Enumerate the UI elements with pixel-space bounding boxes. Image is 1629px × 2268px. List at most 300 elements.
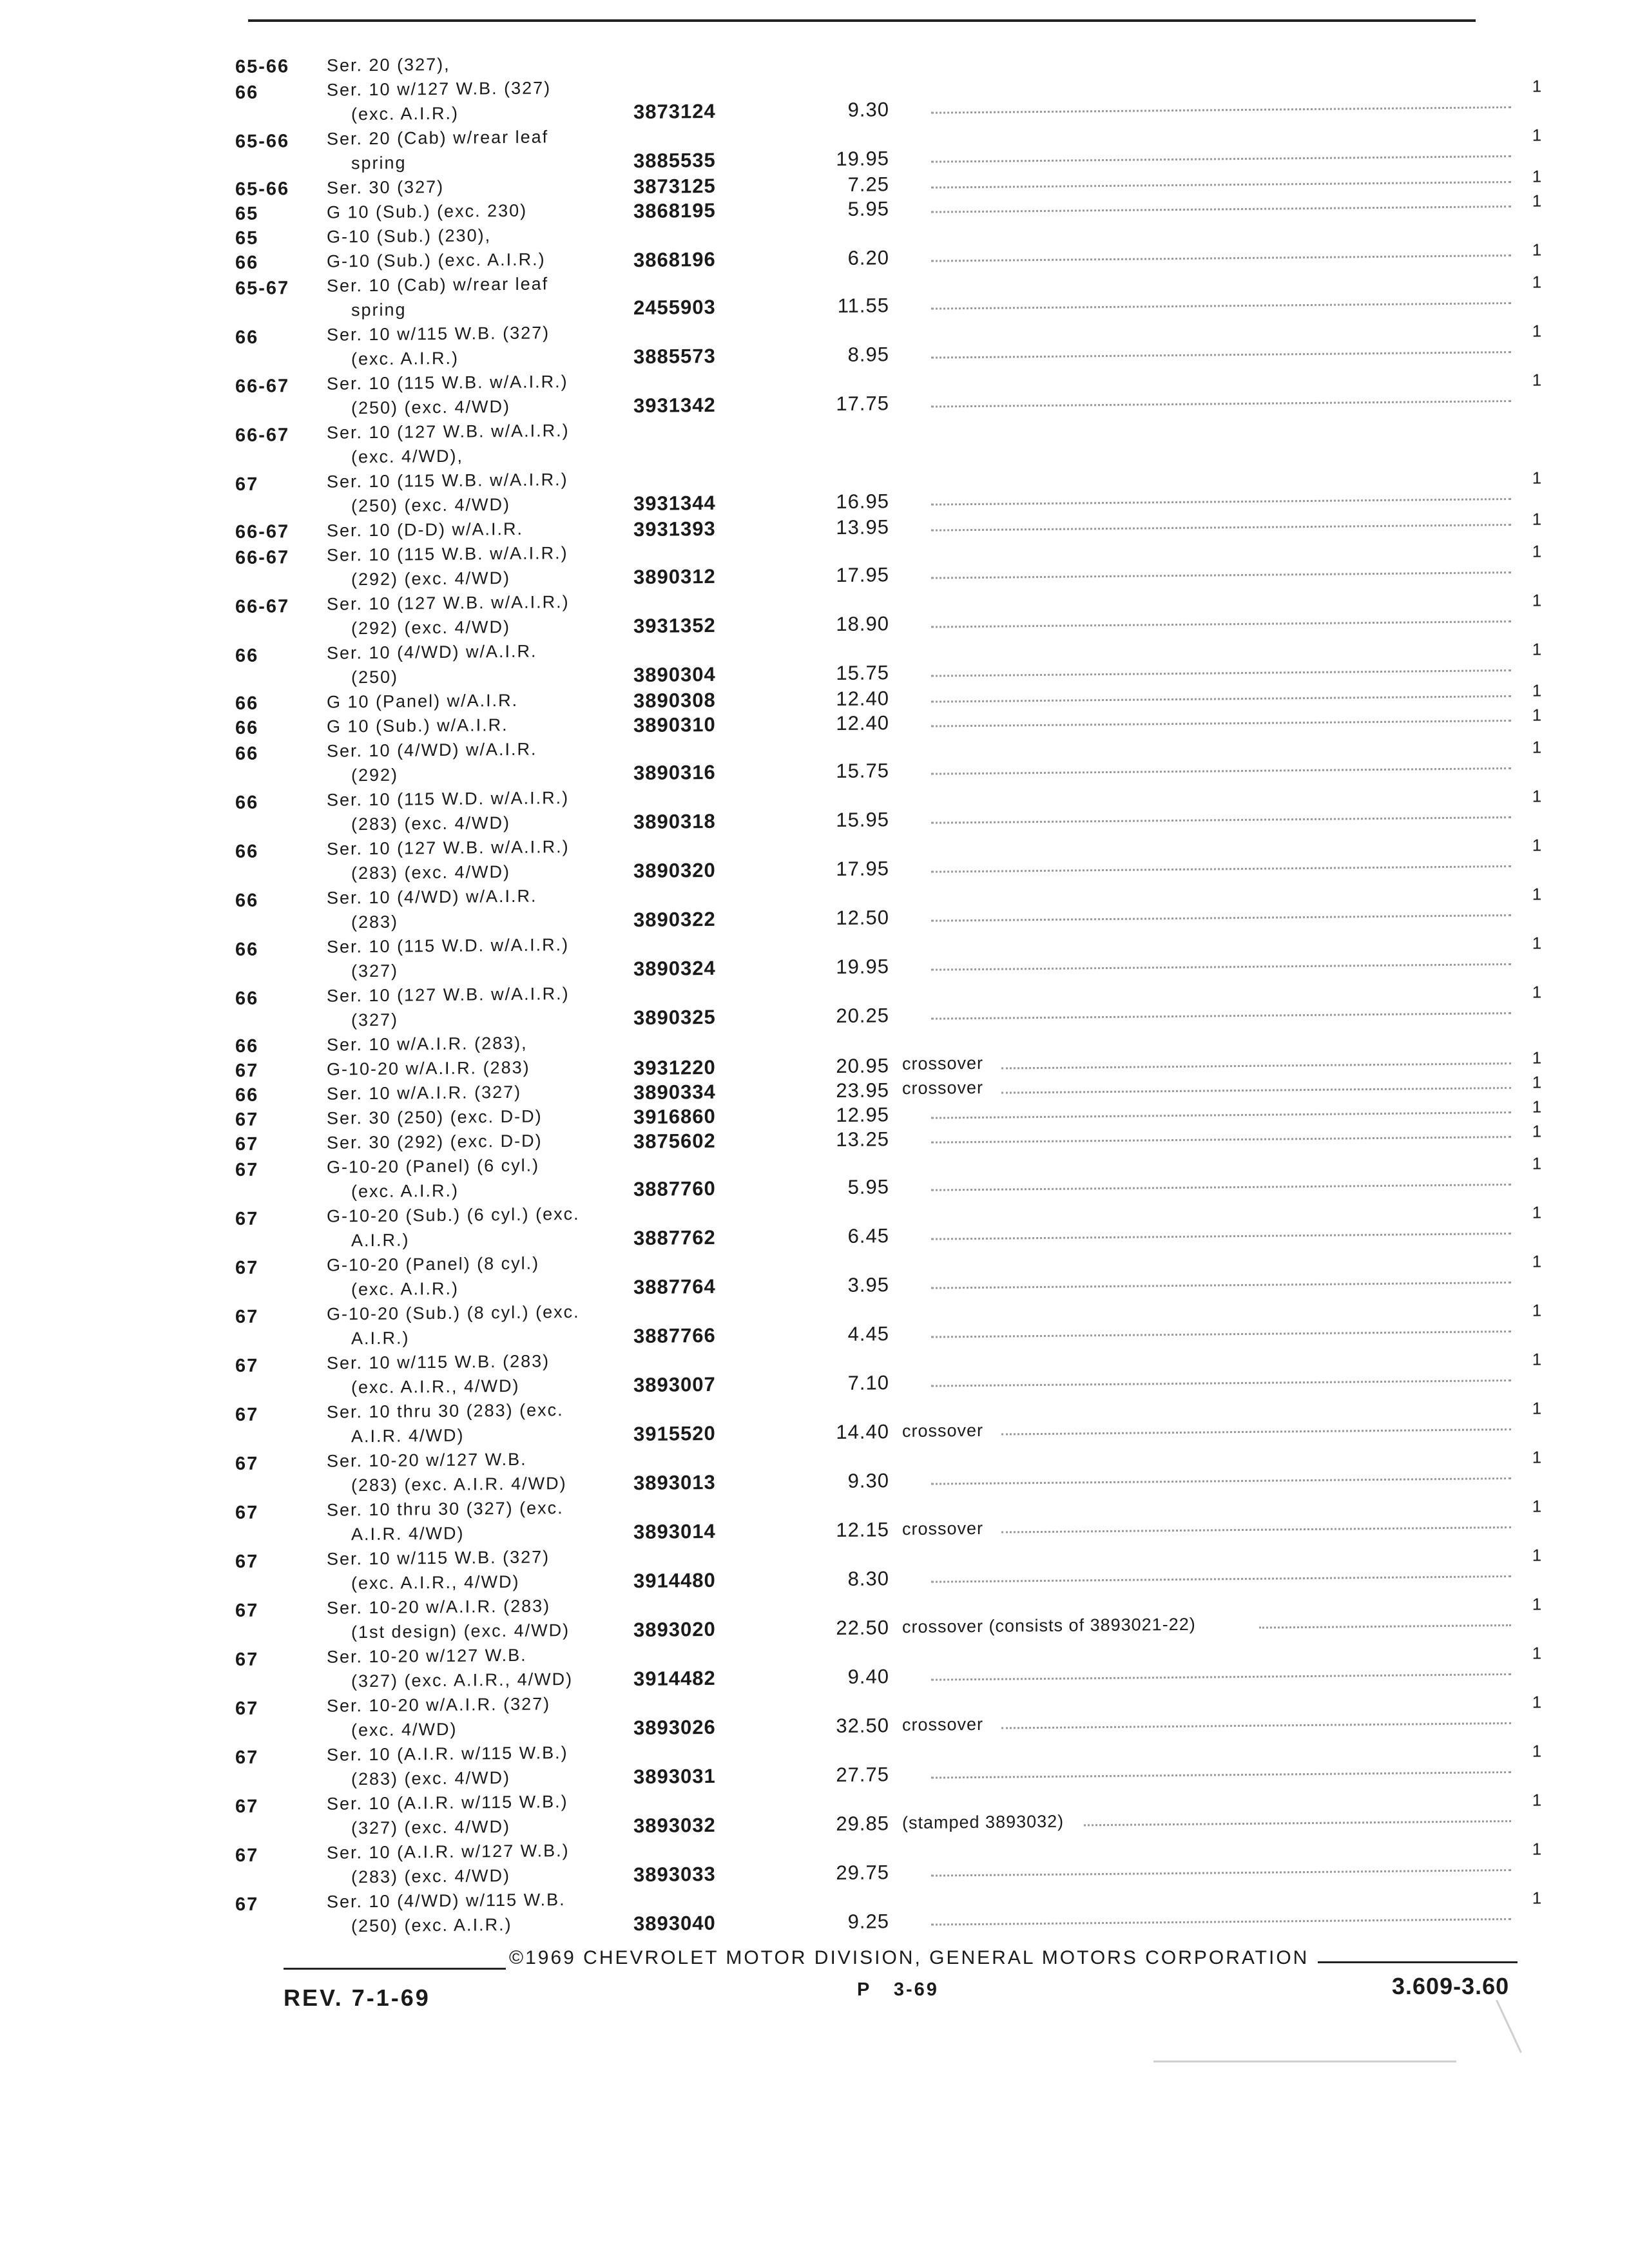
part-number: 3931344: [633, 491, 716, 515]
quantity: 1: [1532, 1153, 1542, 1173]
part-number: 3893014: [633, 1519, 716, 1544]
description-line: Ser. 10-20 w/A.I.R. (327): [327, 1694, 551, 1716]
description-line: Ser. 30 (292) (exc. D-D): [327, 1131, 543, 1153]
model-year: 67: [235, 1747, 259, 1768]
list-price: 12.15: [836, 1518, 889, 1542]
quantity: 1: [1532, 166, 1542, 186]
part-number: 3890310: [633, 713, 716, 737]
part-number: 3893007: [633, 1372, 716, 1397]
quantity: 1: [1532, 1121, 1542, 1141]
model-year: 67: [235, 1060, 259, 1081]
page-number: P 3-69: [857, 1979, 939, 2000]
list-price: 12.95: [836, 1103, 889, 1127]
part-number: 3887766: [633, 1323, 716, 1348]
description-line: (250): [351, 667, 399, 687]
list-price: 19.95: [836, 147, 889, 171]
quantity: 1: [1532, 76, 1542, 96]
dot-leader: [931, 767, 1511, 775]
quantity: 1: [1532, 982, 1542, 1002]
dot-leader: [931, 302, 1511, 310]
description-line: spring: [351, 153, 407, 173]
quantity: 1: [1532, 1594, 1542, 1614]
description-line: (exc. A.I.R.): [351, 1278, 459, 1300]
list-price: 15.75: [836, 661, 889, 685]
description-line: Ser. 10 (D-D) w/A.I.R.: [327, 519, 524, 541]
list-price: 6.45: [847, 1224, 889, 1247]
description-line: Ser. 10 (115 W.B. w/A.I.R.): [327, 470, 568, 492]
copyright-notice: ©1969 CHEVROLET MOTOR DIVISION, GENERAL MOTORS CORPORATION: [509, 1947, 1309, 1968]
quantity: 1: [1532, 1447, 1542, 1467]
description-line: Ser. 10 w/115 W.B. (283): [327, 1351, 550, 1373]
dot-leader: [931, 181, 1511, 189]
model-year: 66: [235, 327, 259, 348]
description-line: G-10 (Sub.) (exc. A.I.R.): [327, 249, 546, 271]
quantity: 1: [1532, 639, 1542, 659]
description-line: (327) (exc. A.I.R., 4/WD): [351, 1669, 574, 1691]
dot-leader: [931, 206, 1511, 213]
model-year: 66: [235, 841, 259, 862]
description-line: Ser. 10 (A.I.R. w/127 W.B.): [327, 1841, 570, 1863]
description-line: Ser. 10-20 w/A.I.R. (283): [327, 1596, 551, 1618]
quantity: 1: [1532, 1349, 1542, 1369]
quantity: 1: [1532, 240, 1542, 260]
description-line: Ser. 10-20 w/127 W.B.: [327, 1645, 527, 1667]
model-year: 67: [235, 1502, 259, 1523]
quantity: 1: [1532, 680, 1542, 700]
part-number: 3890322: [633, 907, 716, 932]
dot-leader: [931, 1282, 1511, 1289]
model-year: 66: [235, 693, 259, 714]
description-line: Ser. 10 w/A.I.R. (283),: [327, 1033, 528, 1055]
description-line: (283) (exc. 4/WD): [351, 1767, 511, 1789]
model-year: 67: [235, 1133, 259, 1155]
model-year: 66-67: [235, 596, 290, 617]
part-number: 3885573: [633, 344, 716, 369]
description-line: Ser. 10 thru 30 (327) (exc.: [327, 1498, 564, 1520]
part-number: 3890320: [633, 858, 716, 883]
quantity: 1: [1532, 1790, 1542, 1810]
part-number: 3893031: [633, 1764, 716, 1789]
dot-leader: [931, 1184, 1511, 1191]
list-price: 18.90: [836, 612, 889, 636]
list-price: 4.45: [847, 1322, 889, 1345]
dot-leader: [931, 1575, 1511, 1583]
description-line: (283) (exc. 4/WD): [351, 1865, 511, 1887]
description-line: Ser. 20 (Cab) w/rear leaf: [327, 127, 549, 149]
description-line: (327): [351, 1010, 399, 1030]
list-price: 9.25: [847, 1910, 889, 1933]
dot-leader: [931, 155, 1511, 163]
list-price: 15.75: [836, 759, 889, 783]
description-line: Ser. 10 (4/WD) w/115 W.B.: [327, 1890, 566, 1912]
model-year: 67: [235, 1208, 259, 1229]
dot-leader: [931, 498, 1511, 506]
part-number: 3931342: [633, 393, 716, 418]
quantity: 1: [1532, 1643, 1542, 1663]
dot-leader: [931, 1477, 1511, 1485]
description-line: Ser. 10 (127 W.B. w/A.I.R.): [327, 592, 570, 614]
remarks: crossover: [902, 1714, 984, 1735]
quantity: 1: [1532, 191, 1542, 211]
dot-leader: [931, 1918, 1511, 1926]
description-line: Ser. 10 w/A.I.R. (327): [327, 1082, 522, 1104]
quantity: 1: [1532, 835, 1542, 855]
part-number: 3868196: [633, 247, 716, 272]
description-line: (exc. 4/WD): [351, 1719, 458, 1740]
description-line: (283) (exc. 4/WD): [351, 812, 511, 834]
dot-leader: [1001, 1428, 1511, 1436]
part-number: 3931220: [633, 1055, 716, 1080]
footer-rule-left: [284, 1968, 506, 1970]
description-line: G 10 (Panel) w/A.I.R.: [327, 690, 519, 712]
part-number: 3887764: [633, 1274, 716, 1299]
list-price: 9.30: [847, 1469, 889, 1492]
quantity: 1: [1532, 1048, 1542, 1068]
quantity: 1: [1532, 1300, 1542, 1320]
description-line: Ser. 30 (250) (exc. D-D): [327, 1106, 543, 1128]
list-price: 12.40: [836, 711, 889, 735]
list-price: 9.30: [847, 98, 889, 121]
description-line: Ser. 10 (4/WD) w/A.I.R.: [327, 886, 537, 908]
list-price: 27.75: [836, 1763, 889, 1787]
description-line: (292): [351, 765, 399, 785]
dot-leader: [931, 1012, 1511, 1020]
description-line: Ser. 10 (127 W.B. w/A.I.R.): [327, 984, 570, 1006]
description-line: Ser. 30 (327): [327, 177, 445, 198]
list-price: 16.95: [836, 490, 889, 514]
list-price: 8.30: [847, 1567, 889, 1590]
description-line: G 10 (Sub.) (exc. 230): [327, 200, 528, 222]
model-year: 66: [235, 717, 259, 738]
list-price: 22.50: [836, 1616, 889, 1640]
dot-leader: [1001, 1526, 1511, 1533]
list-price: 23.95: [836, 1079, 889, 1102]
dot-leader: [931, 255, 1511, 262]
model-year: 67: [235, 1355, 259, 1376]
description-line: Ser. 10 (115 W.B. w/A.I.R.): [327, 543, 568, 565]
part-number: 3914480: [633, 1568, 716, 1593]
dot-leader: [931, 1771, 1511, 1779]
description-line: Ser. 20 (327),: [327, 54, 450, 75]
model-year: 65: [235, 203, 259, 224]
part-number: 3890318: [633, 809, 716, 834]
dot-leader: [931, 1673, 1511, 1681]
model-year: 67: [235, 1845, 259, 1866]
model-year: 67: [235, 1404, 259, 1425]
part-number: 3890324: [633, 956, 716, 981]
dot-leader: [1001, 1087, 1511, 1094]
description-line: Ser. 10 (127 W.B. w/A.I.R.): [327, 421, 570, 443]
dot-leader: [931, 1869, 1511, 1877]
part-number: 3885535: [633, 148, 716, 173]
remarks: crossover: [902, 1420, 984, 1441]
model-year: 67: [235, 474, 259, 495]
model-year: 65-66: [235, 131, 290, 152]
list-price: 19.95: [836, 955, 889, 979]
description-line: (exc. A.I.R., 4/WD): [351, 1376, 520, 1398]
part-number: 3873124: [633, 99, 716, 124]
quantity: 1: [1532, 1251, 1542, 1271]
dot-leader: [931, 1379, 1511, 1387]
description-line: (exc. A.I.R.): [351, 1180, 459, 1202]
description-line: Ser. 10 (115 W.D. w/A.I.R.): [327, 935, 570, 957]
model-year: 65-67: [235, 278, 290, 299]
part-number: 3893032: [633, 1813, 716, 1838]
dot-leader: [931, 963, 1511, 971]
list-price: 3.95: [847, 1273, 889, 1296]
part-number: 2455903: [633, 295, 716, 320]
description-line: (283): [351, 912, 399, 932]
description-line: (1st design) (exc. 4/WD): [351, 1620, 570, 1642]
dot-leader: [931, 620, 1511, 628]
model-year: 67: [235, 1551, 259, 1572]
dot-leader: [1001, 1062, 1511, 1070]
part-number: 3931393: [633, 517, 716, 541]
model-year: 66-67: [235, 521, 290, 543]
description-line: A.I.R.): [351, 1230, 410, 1251]
quantity: 1: [1532, 705, 1542, 725]
quantity: 1: [1532, 370, 1542, 390]
dot-leader: [931, 914, 1511, 922]
model-year: 67: [235, 1257, 259, 1278]
list-price: 17.95: [836, 857, 889, 881]
description-line: Ser. 10 (A.I.R. w/115 W.B.): [327, 1792, 568, 1814]
description-line: spring: [351, 300, 407, 320]
dot-leader: [931, 106, 1511, 114]
quantity: 1: [1532, 1545, 1542, 1565]
model-year: 67: [235, 1796, 259, 1817]
part-number: 3887762: [633, 1225, 716, 1250]
remarks: (stamped 3893032): [902, 1811, 1065, 1833]
scan-mark: [1496, 2000, 1522, 2053]
description-line: (283) (exc. A.I.R. 4/WD): [351, 1474, 567, 1495]
model-year: 66: [235, 645, 259, 666]
quantity: 1: [1532, 541, 1542, 561]
list-price: 20.95: [836, 1054, 889, 1078]
description-line: Ser. 10 (115 W.B. w/A.I.R.): [327, 372, 568, 394]
part-number: 3875602: [633, 1129, 716, 1153]
description-line: (292) (exc. 4/WD): [351, 617, 511, 639]
description-line: (250) (exc. 4/WD): [351, 396, 511, 418]
dot-leader: [931, 1233, 1511, 1240]
part-number: 3893013: [633, 1470, 716, 1495]
model-year: 66: [235, 1035, 259, 1057]
model-year: 65-66: [235, 178, 290, 200]
part-number: 3890312: [633, 564, 716, 589]
list-price: 29.75: [836, 1861, 889, 1885]
list-price: 13.25: [836, 1128, 889, 1151]
list-price: 9.40: [847, 1665, 889, 1688]
dot-leader: [931, 669, 1511, 677]
description-line: Ser. 10 (4/WD) w/A.I.R.: [327, 641, 537, 663]
description-line: (250) (exc. 4/WD): [351, 494, 511, 516]
quantity: 1: [1532, 1072, 1542, 1092]
section-number: 3.609-3.60: [1392, 1973, 1510, 1999]
scan-mark: [1153, 2061, 1456, 2062]
part-number: 3873125: [633, 174, 716, 198]
quantity: 1: [1532, 933, 1542, 953]
description-line: Ser. 10 w/115 W.B. (327): [327, 1547, 550, 1569]
list-price: 7.10: [847, 1371, 889, 1394]
model-year: 66: [235, 82, 259, 103]
remarks: crossover (consists of 3893021-22): [902, 1614, 1196, 1637]
dot-leader: [931, 1111, 1511, 1119]
description-line: G 10 (Sub.) w/A.I.R.: [327, 715, 508, 736]
description-line: Ser. 10 (115 W.D. w/A.I.R.): [327, 788, 570, 810]
remarks: crossover: [902, 1518, 984, 1539]
dot-leader: [931, 572, 1511, 579]
part-number: 3890334: [633, 1080, 716, 1104]
description-line: A.I.R. 4/WD): [351, 1523, 465, 1544]
description-line: Ser. 10 (Cab) w/rear leaf: [327, 274, 549, 296]
model-year: 66: [235, 792, 259, 813]
description-line: (exc. 4/WD),: [351, 446, 464, 467]
quantity: 1: [1532, 321, 1542, 341]
list-price: 8.95: [847, 343, 889, 366]
list-price: 5.95: [847, 1175, 889, 1198]
model-year: 67: [235, 1159, 259, 1180]
list-price: 14.40: [836, 1420, 889, 1444]
dot-leader: [1084, 1820, 1511, 1826]
model-year: 66: [235, 988, 259, 1009]
top-rule: [248, 19, 1476, 22]
part-number: 3916860: [633, 1104, 716, 1129]
part-number: 3931352: [633, 613, 716, 638]
part-number: 3890316: [633, 760, 716, 785]
description-line: G-10-20 (Panel) (6 cyl.): [327, 1155, 540, 1177]
quantity: 1: [1532, 509, 1542, 529]
list-price: 12.50: [836, 906, 889, 930]
dot-leader: [931, 400, 1511, 408]
description-line: G-10-20 (Sub.) (8 cyl.) (exc.: [327, 1302, 580, 1324]
dot-leader: [1001, 1722, 1511, 1729]
description-line: Ser. 10 (127 W.B. w/A.I.R.): [327, 837, 570, 859]
dot-leader: [931, 720, 1511, 727]
model-year: 66-67: [235, 547, 290, 568]
description-line: (283) (exc. 4/WD): [351, 861, 511, 883]
list-price: 7.25: [847, 173, 889, 196]
quantity: 1: [1532, 1741, 1542, 1761]
quantity: 1: [1532, 1496, 1542, 1516]
footer-rule-right: [1318, 1961, 1518, 1963]
dot-leader: [931, 1136, 1511, 1144]
part-number: 3893026: [633, 1715, 716, 1740]
dot-leader: [931, 1331, 1511, 1338]
model-year: 65: [235, 227, 259, 249]
part-number: 3915520: [633, 1421, 716, 1446]
quantity: 1: [1532, 1839, 1542, 1859]
description-line: (exc. A.I.R., 4/WD): [351, 1571, 520, 1593]
list-price: 17.75: [836, 392, 889, 416]
part-number: 3887760: [633, 1177, 716, 1201]
model-year: 66-67: [235, 376, 290, 397]
list-price: 11.55: [837, 294, 889, 318]
quantity: 1: [1532, 1398, 1542, 1418]
description-line: (250) (exc. A.I.R.): [351, 1914, 512, 1936]
part-number: 3868195: [633, 198, 716, 223]
description-line: (292) (exc. 4/WD): [351, 568, 511, 590]
part-number: 3893020: [633, 1617, 716, 1642]
dot-leader: [931, 695, 1511, 703]
model-year: 65-66: [235, 56, 290, 77]
model-year: 66-67: [235, 425, 290, 446]
model-year: 67: [235, 1600, 259, 1621]
model-year: 66: [235, 890, 259, 911]
list-price: 29.85: [836, 1812, 889, 1836]
dot-leader: [931, 351, 1511, 359]
description-line: Ser. 10-20 w/127 W.B.: [327, 1449, 527, 1471]
model-year: 67: [235, 1453, 259, 1474]
description-line: A.I.R.): [351, 1328, 410, 1349]
part-number: 3893040: [633, 1911, 716, 1936]
parts-list: [235, 44, 1550, 1942]
part-number: 3890308: [633, 688, 716, 713]
description-line: Ser. 10 w/115 W.B. (327): [327, 323, 550, 345]
description-line: (327): [351, 961, 399, 981]
part-number: 3890325: [633, 1005, 716, 1030]
dot-leader: [931, 816, 1511, 824]
list-price: 32.50: [836, 1714, 889, 1738]
model-year: 66: [235, 743, 259, 764]
quantity: 1: [1532, 1888, 1542, 1908]
description-line: G-10-20 (Panel) (8 cyl.): [327, 1253, 540, 1275]
description-line: (exc. A.I.R.): [351, 348, 459, 369]
model-year: 67: [235, 1649, 259, 1670]
description-line: G-10-20 w/A.I.R. (283): [327, 1057, 530, 1079]
part-number: 3893033: [633, 1862, 716, 1887]
list-price: 17.95: [836, 563, 889, 587]
quantity: 1: [1532, 737, 1542, 757]
remarks: crossover: [902, 1053, 984, 1074]
description-line: G-10 (Sub.) (230),: [327, 226, 492, 247]
model-year: 66: [235, 1084, 259, 1106]
list-price: 12.40: [836, 687, 889, 711]
quantity: 1: [1532, 468, 1542, 488]
description-line: A.I.R. 4/WD): [351, 1425, 465, 1446]
description-line: Ser. 10 thru 30 (283) (exc.: [327, 1400, 564, 1422]
model-year: 67: [235, 1306, 259, 1327]
description-line: G-10-20 (Sub.) (6 cyl.) (exc.: [327, 1204, 580, 1226]
quantity: 1: [1532, 786, 1542, 806]
description-line: (327) (exc. 4/WD): [351, 1816, 511, 1838]
dot-leader: [931, 524, 1511, 532]
quantity: 1: [1532, 1692, 1542, 1712]
model-year: 66: [235, 252, 259, 273]
description-line: Ser. 10 (4/WD) w/A.I.R.: [327, 739, 537, 761]
dot-leader: [931, 865, 1511, 873]
list-price: 5.95: [847, 197, 889, 220]
revision-date: REV. 7-1-69: [284, 1984, 430, 2011]
quantity: 1: [1532, 884, 1542, 904]
list-price: 6.20: [847, 246, 889, 269]
model-year: 67: [235, 1698, 259, 1719]
description-line: Ser. 10 w/127 W.B. (327): [327, 78, 552, 100]
list-price: 20.25: [836, 1004, 889, 1028]
model-year: 67: [235, 1109, 259, 1130]
quantity: 1: [1532, 125, 1542, 145]
description-line: (exc. A.I.R.): [351, 103, 459, 124]
quantity: 1: [1532, 272, 1542, 292]
dot-leader: [1259, 1624, 1511, 1629]
list-price: 15.95: [836, 808, 889, 832]
model-year: 66: [235, 939, 259, 960]
part-number: 3890304: [633, 662, 716, 687]
description-line: Ser. 10 (A.I.R. w/115 W.B.): [327, 1743, 568, 1765]
quantity: 1: [1532, 1097, 1542, 1117]
model-year: 67: [235, 1894, 259, 1915]
part-number: 3914482: [633, 1666, 716, 1691]
quantity: 1: [1532, 590, 1542, 610]
